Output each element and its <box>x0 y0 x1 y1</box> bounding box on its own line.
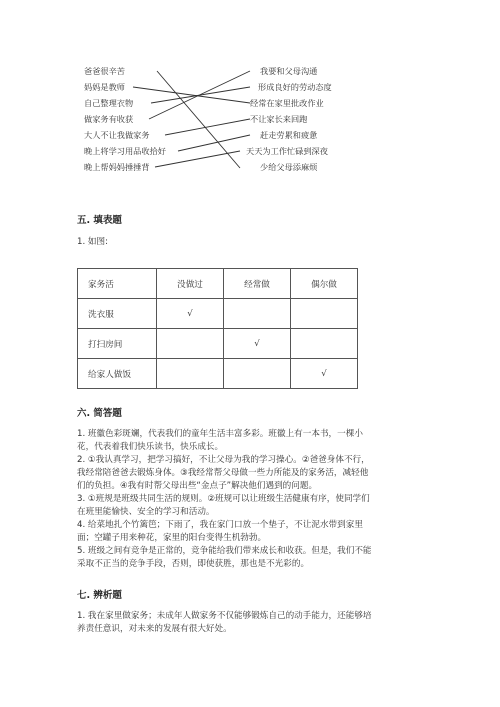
match-right-item: 赶走劳累和疲惫 <box>260 130 318 140</box>
mark-cell <box>157 359 224 389</box>
table-row <box>78 329 358 359</box>
answer-line: 5. 班级之间有竞争是正常的，竞争能给我们带来成长和收获。但是，我们不能 <box>77 546 372 556</box>
header-sometimes: 偶尔做 <box>291 269 358 299</box>
match-left-item: 爸爸很辛苦 <box>84 66 125 76</box>
section-5-question-1: 1. 如图: <box>77 237 109 247</box>
match-right-item: 形成良好的劳动态度 <box>258 82 332 92</box>
mark-cell <box>224 299 291 329</box>
header-chore: 家务活 <box>78 269 157 299</box>
answer-line: 采取不正当的竞争手段，否则，即使获胜，那也是不光彩的。 <box>77 559 310 569</box>
answer-line: 3. ①班规是班级共同生活的规则。②班规可以让班级生活健康有序，使同学们 <box>77 494 370 504</box>
answer-line: 4. 给菜地扎个竹篱笆；下雨了，我在家门口放一个垫子，不让泥水带到家里 <box>77 520 363 530</box>
section-7-title: 七. 辨析题 <box>77 590 122 601</box>
mark-cell: √ <box>157 299 224 329</box>
answer-line: 花，代表着我们快乐读书，快乐成长。 <box>77 442 224 452</box>
answer-line: 们的负担。④我有时帮父母出些“金点子”解决他们遇到的问题。 <box>77 481 318 491</box>
mark-cell: √ <box>224 329 291 359</box>
match-right-item: 少给父母添麻烦 <box>260 162 318 172</box>
mark-cell <box>224 359 291 389</box>
chores-table <box>77 268 358 389</box>
table-row <box>78 299 358 329</box>
chore-cell: 打扫房间 <box>78 329 157 359</box>
header-never: 没做过 <box>157 269 224 299</box>
chore-cell: 给家人做饭 <box>78 359 157 389</box>
match-left-item: 晚上将学习用品收拾好 <box>84 146 166 156</box>
match-right-item: 天天为工作忙碌到深夜 <box>246 146 328 156</box>
answer-line: 养责任意识，对未来的发展有很大好处。 <box>77 624 232 634</box>
answer-line: 1. 我在家里做家务；未成年人做家务不仅能够锻炼自己的动手能力，还能够培 <box>77 611 372 621</box>
answer-line: 1. 班徽色彩斑斓，代表我们的童年生活丰富多彩。班徽上有一本书，一棵小 <box>77 429 363 439</box>
mark-cell <box>291 299 358 329</box>
mark-cell <box>157 329 224 359</box>
mark-cell <box>291 329 358 359</box>
table-row <box>78 359 358 389</box>
match-right-item: 不让家长来回跑 <box>250 114 308 124</box>
answer-line: 我经常陪爸爸去锻炼身体。③我经常帮父母做一些力所能及的家务活，减轻他 <box>77 468 369 478</box>
mark-cell: √ <box>291 359 358 389</box>
answer-line: 面；空罐子用来种花，家里的阳台变得生机勃勃。 <box>77 533 267 543</box>
match-connector-line <box>165 119 250 135</box>
match-connector-line <box>155 151 240 167</box>
match-left-item: 大人不让我做家务 <box>84 130 150 140</box>
table-header-row <box>78 269 358 299</box>
matching-exercise <box>0 60 500 180</box>
answer-line: 在班里能愉快、安全的学习和活动。 <box>77 507 215 517</box>
section-5-title: 五. 填表题 <box>77 215 122 226</box>
match-right-item: 我要和父母沟通 <box>260 66 318 76</box>
match-left-item: 妈妈是教师 <box>84 82 125 92</box>
match-left-item: 晚上帮妈妈捶捶背 <box>84 162 150 172</box>
match-left-item: 自己整理衣物 <box>84 98 134 108</box>
section-7-answers <box>77 610 429 636</box>
section-6-title: 六. 简答题 <box>77 408 122 419</box>
chore-cell: 洗衣服 <box>78 299 157 329</box>
match-right-item: 经常在家里批改作业 <box>250 98 324 108</box>
answer-line: 2. ①我认真学习，把学习搞好，不让父母为我的学习操心。②爸爸身体不行， <box>77 455 370 465</box>
header-often: 经常做 <box>224 269 291 299</box>
match-connector-line <box>149 71 250 119</box>
section-6-answers <box>77 428 429 571</box>
match-left-item: 做家务有收获 <box>84 114 134 124</box>
